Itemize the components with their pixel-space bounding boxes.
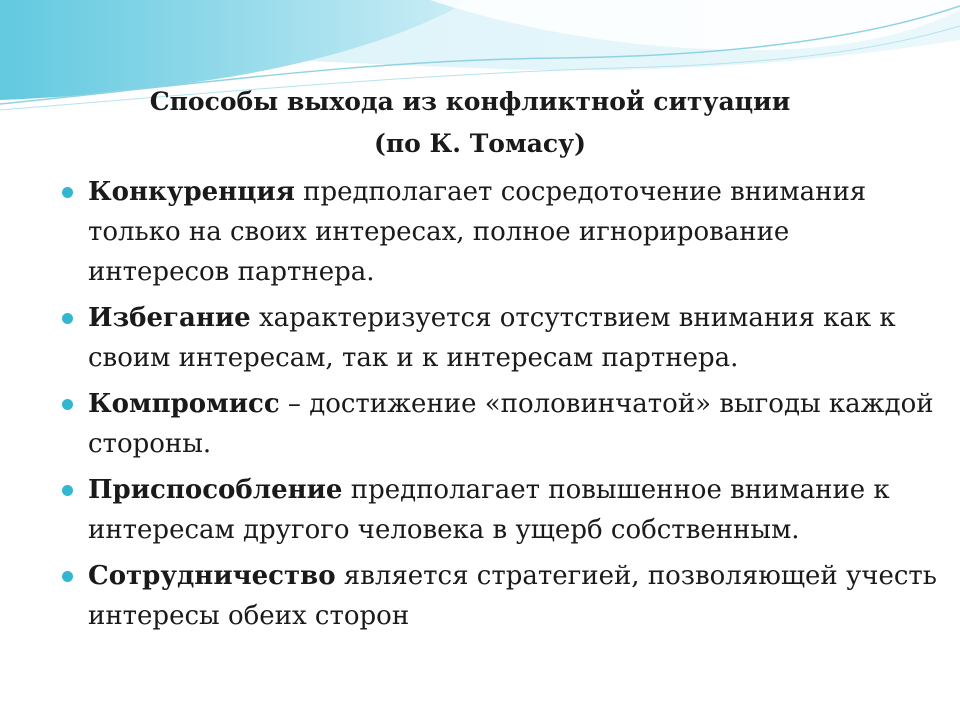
list-item (58, 298, 938, 378)
item-term: Компромисс (88, 389, 280, 419)
filled-circle-bullet-icon (62, 571, 73, 582)
item-term: Избегание (88, 303, 251, 333)
item-text: предполагает повышенное внимание к интересам другого человека в ущерб собственным. (88, 475, 890, 545)
list-item (58, 384, 938, 464)
list-item (58, 556, 938, 636)
item-term: Приспособление (88, 475, 343, 505)
item-text: – достижение «половинчатой» выгоды каждой стороны. (88, 389, 934, 459)
bullet-list (58, 172, 938, 642)
item-term: Сотрудничество (88, 561, 336, 591)
item-text: является стратегией, позволяющей учесть интересы обеих сторон (88, 561, 937, 631)
title-block (0, 84, 960, 162)
slide-subtitle: (по К. Томасу) (374, 129, 586, 158)
list-item (58, 470, 938, 550)
filled-circle-bullet-icon (62, 187, 73, 198)
filled-circle-bullet-icon (62, 399, 73, 410)
slide-title: Способы выхода из конфликтной ситуации (149, 87, 791, 116)
filled-circle-bullet-icon (62, 313, 73, 324)
item-text: предполагает сосредоточение внимания только на своих интересах, полное игнорирование интересов партнера. (88, 177, 867, 287)
list-item (58, 172, 938, 292)
filled-circle-bullet-icon (62, 485, 73, 496)
item-term: Конкуренция (88, 177, 295, 207)
item-text: характеризуется отсутствием внимания как к своим интересам, так и к интересам партнера. (88, 303, 896, 373)
